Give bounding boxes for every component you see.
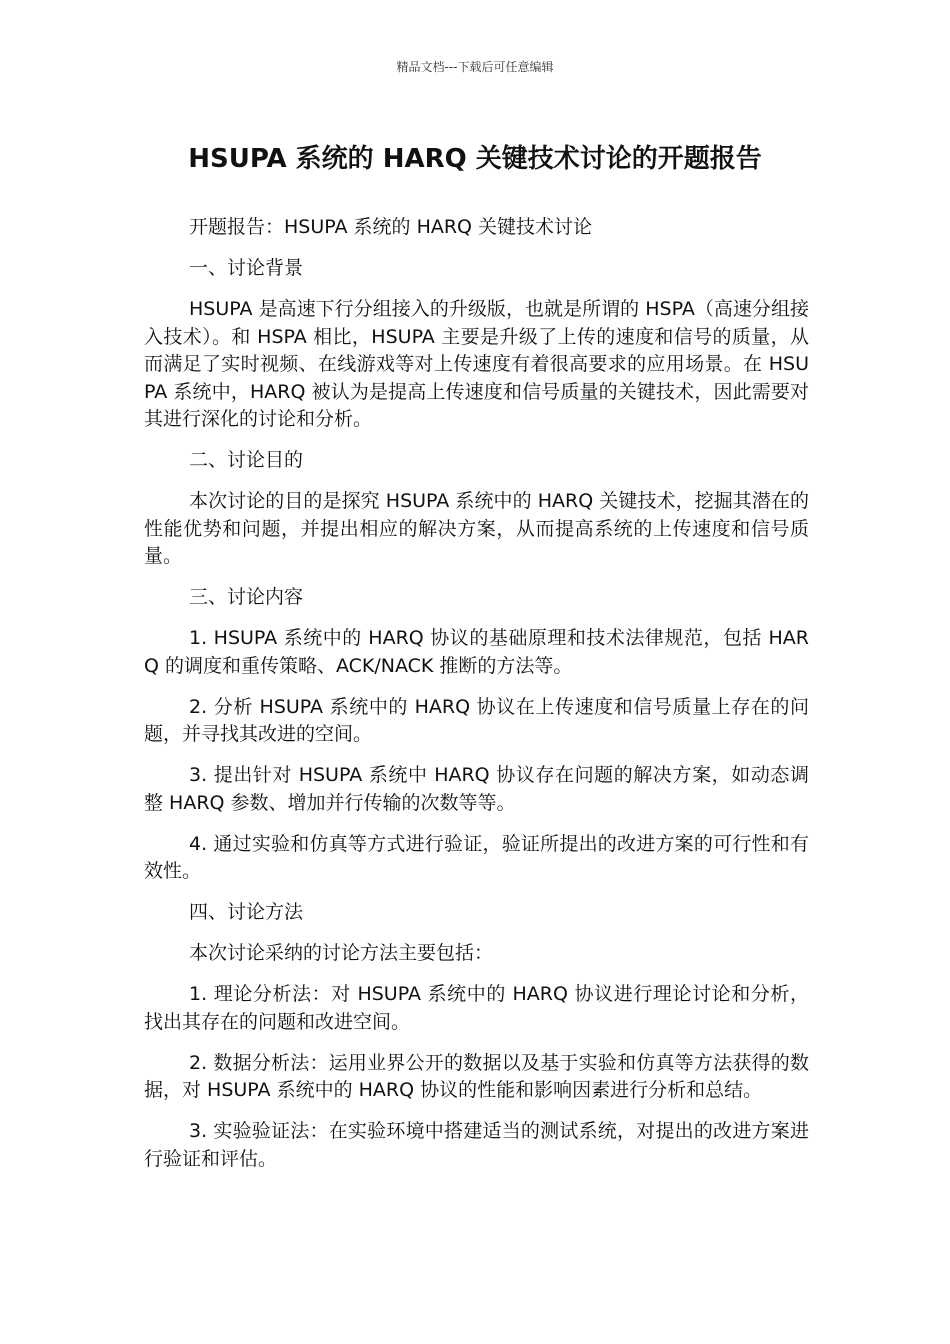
section-heading-content: 三、讨论内容 bbox=[189, 586, 304, 608]
page-header-note: 精品文档---下载后可任意编辑 bbox=[396, 60, 554, 74]
content-item-1: 1. HSUPA 系统中的 HARQ 协议的基础原理和技术法律规范，包括 HARQ 的调度和重传策略、ACK/NACK 推断的方法等。 bbox=[144, 627, 809, 677]
document-body bbox=[144, 214, 809, 1187]
section-heading-background: 一、讨论背景 bbox=[189, 257, 304, 279]
purpose-paragraph: 本次讨论的目的是探究 HSUPA 系统中的 HARQ 关键技术，挖掘其潜在的性能优势和问题，并提出相应的解决方案，从而提高系统的上传速度和信号质量。 bbox=[144, 490, 809, 567]
method-intro: 本次讨论采纳的讨论方法主要包括： bbox=[189, 942, 494, 964]
section-heading-purpose: 二、讨论目的 bbox=[189, 449, 304, 471]
content-item-4: 4. 通过实验和仿真等方式进行验证，验证所提出的改进方案的可行性和有效性。 bbox=[144, 832, 809, 882]
content-item-2: 2. 分析 HSUPA 系统中的 HARQ 协议在上传速度和信号质量上存在的问题，并寻找其改进的空间。 bbox=[144, 695, 809, 745]
background-paragraph: HSUPA 是高速下行分组接入的升级版，也就是所谓的 HSPA（高速分组接入技术）。和 HSPA 相比，HSUPA 主要是升级了上传的速度和信号的质量，从而满足了实时视频、在线游戏等对上传速度有着很高要求的应用场景。在 HSUPA 系统中，HARQ 被认为是提高上传速度和信号质量的关键技术，因此需要对其进行深化的讨论和分析。 bbox=[144, 298, 809, 430]
section-heading-method: 四、讨论方法 bbox=[189, 901, 304, 923]
intro-line: 开题报告：HSUPA 系统的 HARQ 关键技术讨论 bbox=[189, 216, 593, 238]
method-item-2: 2. 数据分析法：运用业界公开的数据以及基于实验和仿真等方法获得的数据，对 HSUPA 系统中的 HARQ 协议的性能和影响因素进行分析和总结。 bbox=[144, 1051, 809, 1101]
content-item-3: 3. 提出针对 HSUPA 系统中 HARQ 协议存在问题的解决方案，如动态调整 HARQ 参数、增加并行传输的次数等等。 bbox=[144, 764, 809, 814]
method-item-1: 1. 理论分析法：对 HSUPA 系统中的 HARQ 协议进行理论讨论和分析，找出其存在的问题和改进空间。 bbox=[144, 983, 809, 1033]
method-item-3: 3. 实验验证法：在实验环境中搭建适当的测试系统，对提出的改进方案进行验证和评估。 bbox=[144, 1120, 809, 1170]
document-title: HSUPA 系统的 HARQ 关键技术讨论的开题报告 bbox=[188, 144, 762, 174]
